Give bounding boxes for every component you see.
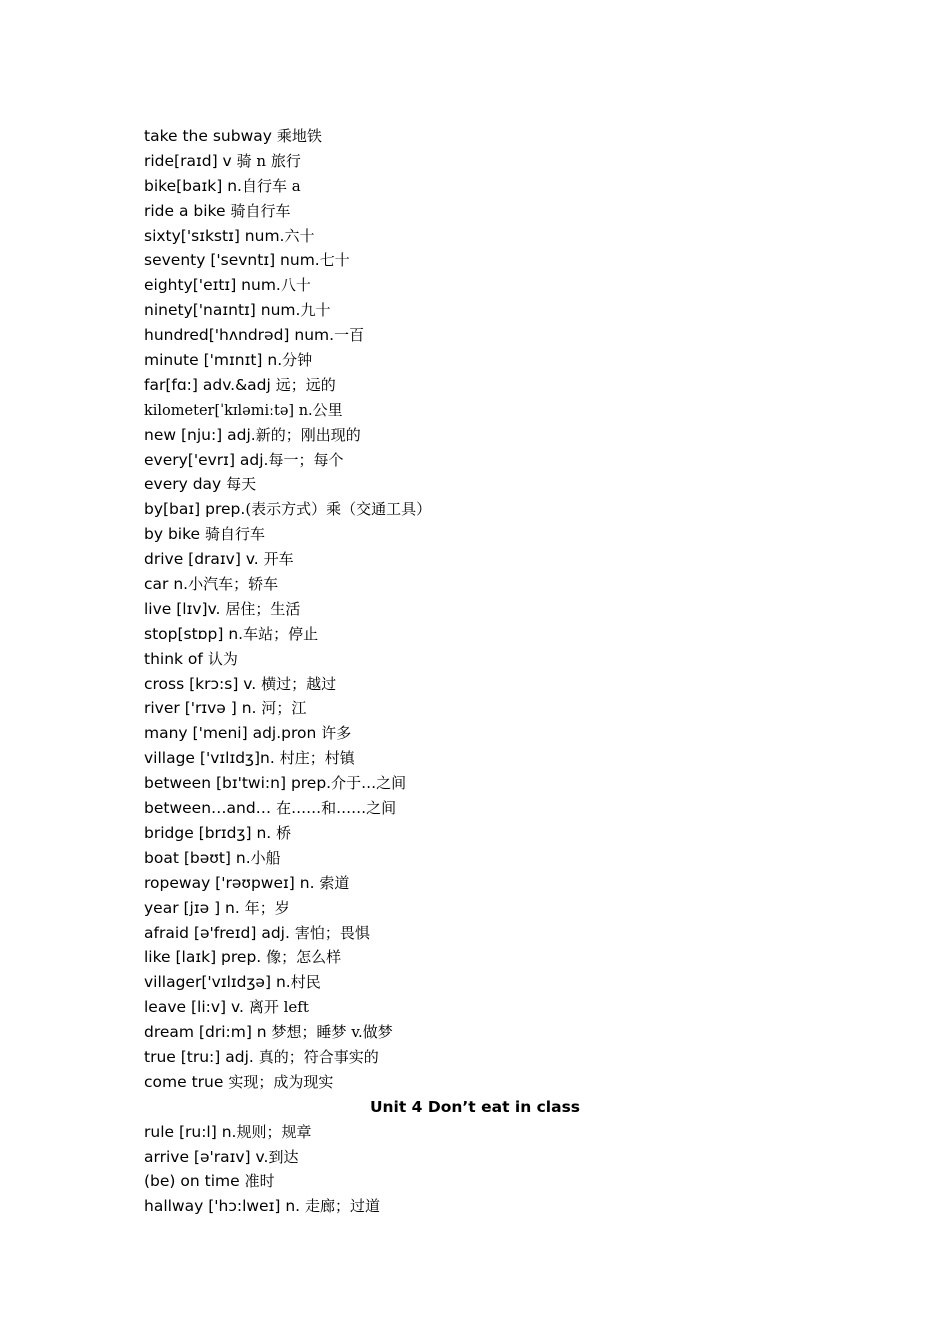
- vocabulary-entry: [144, 124, 806, 149]
- entry-english: hundred['hʌndrəd] num.: [144, 326, 335, 345]
- vocabulary-entry: [144, 696, 806, 721]
- entry-english: seventy ['sevntɪ] num.: [144, 251, 320, 270]
- vocabulary-entry: [144, 298, 806, 323]
- entry-chinese: 新的；刚出现的: [255, 425, 361, 444]
- vocabulary-entry: [144, 224, 806, 249]
- entry-chinese: 九十: [300, 301, 331, 320]
- vocabulary-entry: [144, 896, 806, 921]
- entry-english: village ['vɪlɪdʒ]n.: [144, 749, 280, 768]
- entry-chinese: 骑自行车: [204, 525, 265, 544]
- entry-english: drive [draɪv] v.: [144, 550, 264, 569]
- vocabulary-entry: [144, 672, 806, 697]
- vocabulary-entry: [144, 721, 806, 746]
- entry-chinese: 许多: [321, 724, 352, 743]
- vocabulary-entry: [144, 846, 806, 871]
- vocabulary-entry: [144, 348, 806, 373]
- entry-english: ride[raɪd] v: [144, 151, 237, 170]
- entry-english: leave [li:v] v.: [144, 998, 249, 1017]
- entry-chinese: 在……和……之间: [276, 799, 397, 818]
- entry-english: by[baɪ] prep.: [144, 500, 246, 519]
- entry-english: eighty['eɪtɪ] num.: [144, 276, 281, 295]
- entry-chinese: 像；怎么样: [266, 948, 342, 967]
- entry-chinese: 乘地铁: [276, 127, 322, 145]
- entry-chinese: 八十: [280, 276, 311, 295]
- entry-chinese: 七十: [319, 251, 350, 270]
- entry-english: afraid [ə'freɪd] adj.: [144, 923, 295, 942]
- entry-english: rule [ru:l] n.: [144, 1122, 237, 1141]
- vocabulary-page: [144, 124, 806, 1219]
- vocabulary-entry: [144, 398, 806, 423]
- unit-heading: Unit 4 Don’t eat in class: [369, 1097, 581, 1116]
- entry-english: by bike: [144, 525, 205, 544]
- entry-english: come true: [144, 1072, 229, 1091]
- entry-chinese: 到达: [268, 1147, 299, 1166]
- vocabulary-entry: [144, 921, 806, 946]
- entry-chinese: 走廊；过道: [305, 1197, 381, 1216]
- vocabulary-entry: [144, 771, 806, 796]
- entry-chinese: 认为: [207, 649, 238, 668]
- entry-english: new [nju:] adj.: [144, 425, 256, 444]
- vocabulary-entry: [144, 1194, 806, 1219]
- entry-english: dream [dri:m] n: [144, 1023, 272, 1042]
- entry-english: kilometer[ˈkɪləmiːtə] n.: [144, 402, 313, 419]
- entry-english: think of: [144, 649, 208, 668]
- entry-chinese: 村庄；村镇: [279, 749, 355, 768]
- vocabulary-entry: [144, 970, 806, 995]
- entry-english: between [bɪ'twi:n] prep.: [144, 774, 332, 793]
- vocabulary-entry: [144, 821, 806, 846]
- entry-chinese: 远；远的: [275, 375, 336, 394]
- vocabulary-entry: [144, 746, 806, 771]
- entry-english: ninety['naɪntɪ] num.: [144, 301, 301, 320]
- entry-chinese: 横过；越过: [261, 674, 337, 693]
- entry-english: take the subway: [144, 127, 277, 145]
- vocabulary-entry: [144, 497, 806, 522]
- vocabulary-entry: [144, 273, 806, 298]
- entry-chinese: 河；江: [261, 699, 307, 718]
- entry-english: sixty['sɪkstɪ] num.: [144, 226, 285, 245]
- entry-english: year [jɪə ] n.: [144, 898, 245, 917]
- vocabulary-entry: [144, 1169, 806, 1194]
- vocabulary-entry: [144, 1120, 806, 1145]
- entry-english: minute ['mɪnɪt] n.: [144, 351, 283, 370]
- entry-english: bike[baɪk] n.: [144, 176, 242, 195]
- vocabulary-entry: [144, 622, 806, 647]
- vocabulary-entry: [144, 373, 806, 398]
- entry-chinese: 梦想；睡梦 v.做梦: [271, 1023, 393, 1042]
- entry-english: far[fɑ:] adv.&adj: [144, 375, 276, 394]
- entry-chinese: 骑 n 旅行: [236, 151, 301, 170]
- entry-english: every['evrɪ] adj.: [144, 450, 269, 469]
- entry-english: many ['meni] adj.pron: [144, 724, 322, 743]
- vocabulary-entry: [144, 597, 806, 622]
- vocabulary-entry: [144, 995, 806, 1020]
- entry-english: boat [bəʊt] n.: [144, 848, 251, 867]
- entry-chinese: 公里: [312, 400, 343, 419]
- entry-english: between…and…: [144, 799, 277, 818]
- vocabulary-entry: [144, 423, 806, 448]
- entry-chinese: 骑自行车: [230, 201, 291, 220]
- entry-english: ride a bike: [144, 201, 231, 220]
- vocabulary-entry: [144, 522, 806, 547]
- vocabulary-entry: [144, 572, 806, 597]
- vocabulary-entry: [144, 323, 806, 348]
- entry-chinese: 准时: [244, 1172, 275, 1191]
- entry-chinese: 小船: [250, 848, 281, 867]
- vocabulary-entry: [144, 448, 806, 473]
- entry-chinese: 车站；停止: [243, 624, 319, 643]
- entry-chinese: 一百: [334, 326, 365, 345]
- entry-chinese: 分钟: [282, 351, 313, 370]
- entry-english: villager['vɪlɪdʒə] n.: [144, 973, 291, 992]
- entry-english: car n.: [144, 575, 189, 594]
- entry-english: like [laɪk] prep.: [144, 948, 267, 967]
- entry-chinese: (表示方式）乘（交通工具）: [245, 500, 432, 519]
- entry-english: river ['rɪvə ] n.: [144, 699, 262, 718]
- entry-chinese: 桥: [276, 823, 292, 842]
- vocabulary-entry: [144, 1045, 806, 1070]
- vocabulary-entry: [144, 647, 806, 672]
- vocabulary-entry: [144, 945, 806, 970]
- entry-chinese: 每天: [226, 475, 257, 494]
- vocabulary-entry: [144, 149, 806, 174]
- entry-english: cross [krɔ:s] v.: [144, 674, 262, 693]
- vocabulary-entry: [144, 248, 806, 273]
- entry-english: live [lɪv]v.: [144, 599, 226, 618]
- vocabulary-entry: [144, 199, 806, 224]
- entry-chinese: 年；岁: [244, 898, 290, 917]
- entry-english: ropeway ['rəʊpweɪ] n.: [144, 873, 320, 892]
- entry-chinese: 规则；规章: [236, 1122, 312, 1141]
- vocabulary-entry: [144, 1070, 806, 1095]
- entry-chinese: 小汽车；轿车: [188, 575, 279, 594]
- vocabulary-entry: [144, 547, 806, 572]
- entry-english: (be) on time: [144, 1172, 245, 1191]
- entry-chinese: 自行车 a: [241, 176, 301, 195]
- entry-english: every day: [144, 475, 227, 494]
- vocabulary-entry: [144, 871, 806, 896]
- entry-english: arrive [ə'raɪv] v.: [144, 1147, 269, 1166]
- vocabulary-entry: [144, 1145, 806, 1170]
- entry-english: hallway ['hɔ:lweɪ] n.: [144, 1197, 306, 1216]
- entry-english: bridge [brɪdʒ] n.: [144, 823, 277, 842]
- vocabulary-entry: [144, 174, 806, 199]
- vocabulary-list-after: [144, 1120, 806, 1220]
- vocabulary-entry: [144, 796, 806, 821]
- entry-chinese: 介于…之间: [331, 774, 407, 793]
- vocabulary-entry: [144, 1020, 806, 1045]
- entry-chinese: 离开 left: [248, 998, 309, 1017]
- entry-chinese: 居住；生活: [225, 599, 301, 618]
- entry-chinese: 每一；每个: [268, 450, 344, 469]
- entry-english: stop[stɒp] n.: [144, 624, 244, 643]
- entry-chinese: 实现；成为现实: [228, 1072, 334, 1091]
- entry-english: true [tru:] adj.: [144, 1047, 259, 1066]
- vocabulary-list-before: [144, 124, 806, 1095]
- entry-chinese: 索道: [319, 873, 350, 892]
- vocabulary-entry: [144, 472, 806, 497]
- entry-chinese: 村民: [290, 973, 321, 992]
- entry-chinese: 六十: [284, 226, 315, 245]
- entry-chinese: 真的；符合事实的: [258, 1047, 379, 1066]
- entry-chinese: 开车: [263, 550, 294, 569]
- entry-chinese: 害怕；畏惧: [294, 923, 370, 942]
